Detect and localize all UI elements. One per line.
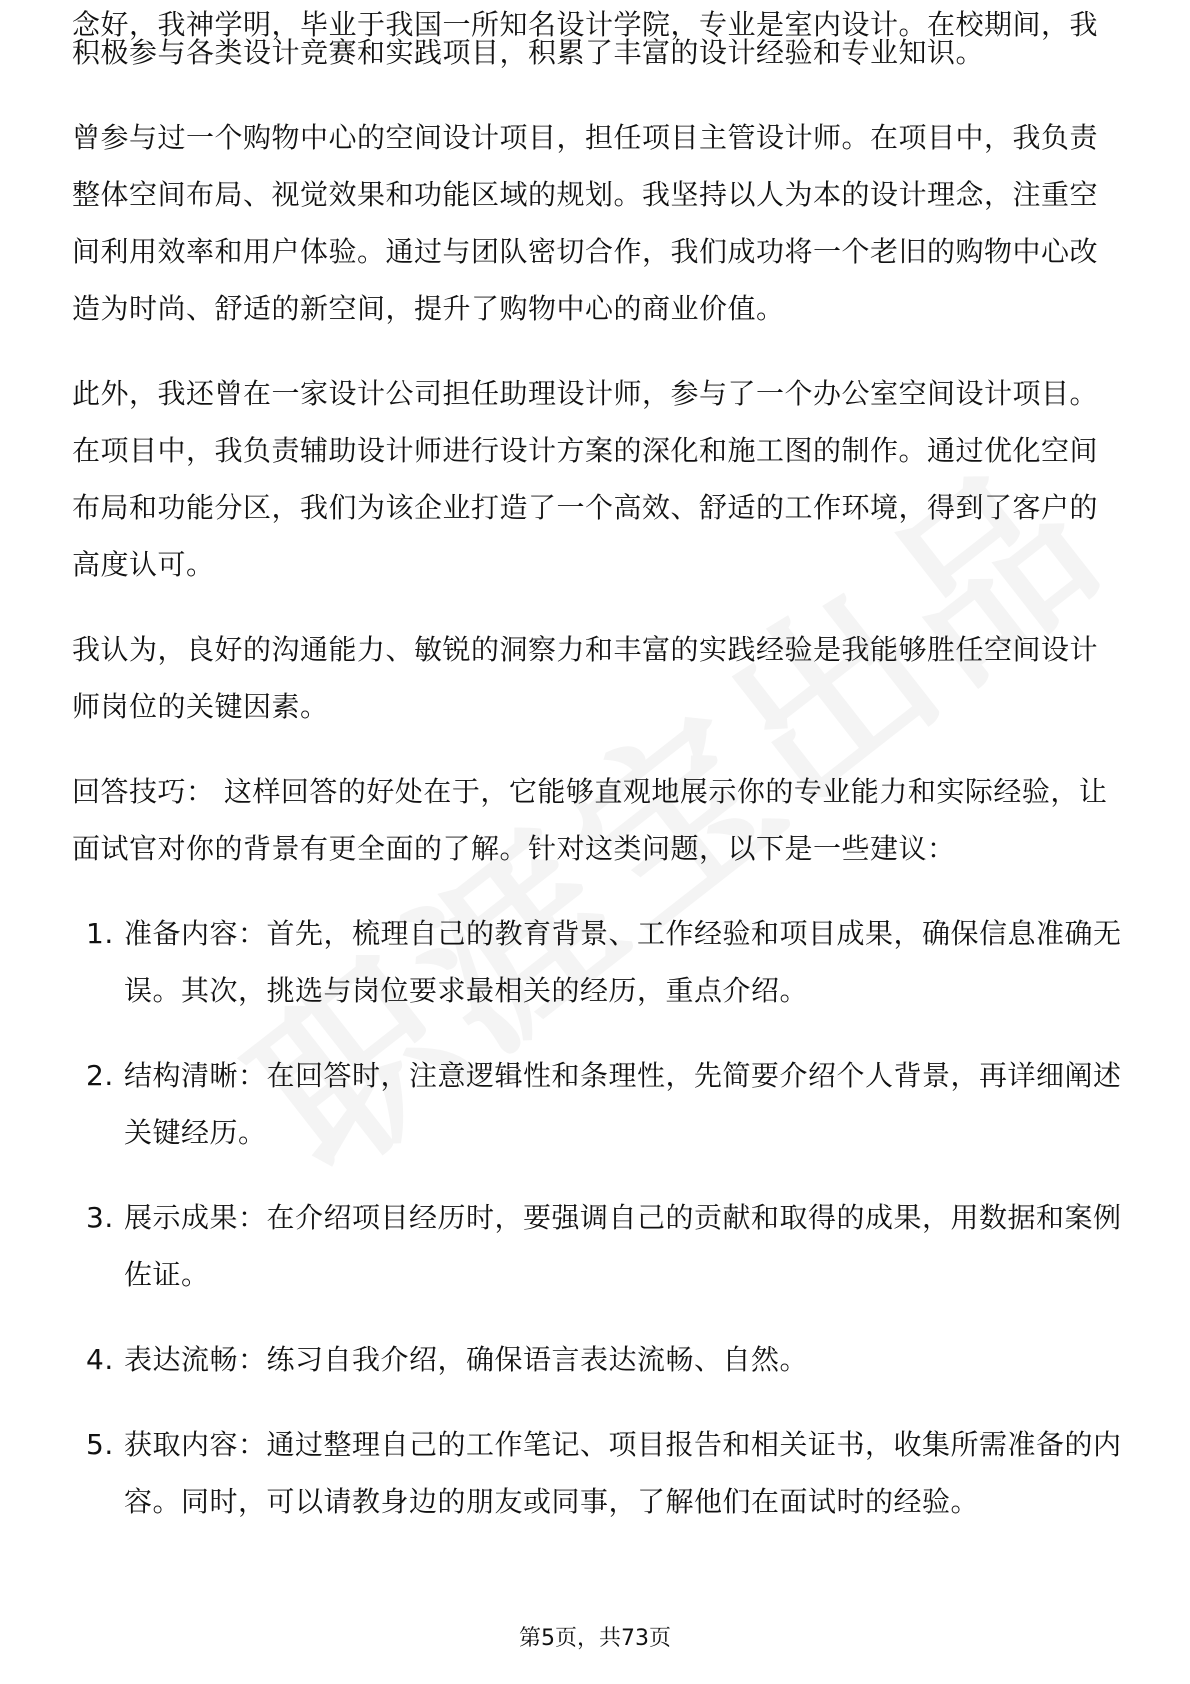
paragraph-text: 回答技巧： 这样回答的好处在于，它能够直观地展示你的专业能力和实际经验，让面试官对你的背景有更全面的了解。针对这类问题，以下是一些建议：: [72, 775, 1108, 865]
list-number: 1.: [86, 917, 114, 950]
list-item-text: 准备内容：首先，梳理自己的教育背景、工作经验和项目成果，确保信息准确无误。其次，挑选与岗位要求最相关的经历，重点介绍。: [124, 917, 1122, 1007]
paragraph-text: 我认为，良好的沟通能力、敏锐的洞察力和丰富的实践经验是我能够胜任空间设计师岗位的关键因素。: [72, 633, 1099, 723]
paragraph-intro: [72, 24, 1122, 81]
list-number: 4.: [86, 1343, 114, 1376]
document-body: [72, 8, 1122, 1558]
page-number-footer: 第5页，共73页: [519, 1626, 671, 1651]
list-item: [72, 1331, 1122, 1388]
list-item-text: 获取内容：通过整理自己的工作笔记、项目报告和相关证书，收集所需准备的内容。同时，可以请教身边的朋友或同事，了解他们在面试时的经验。: [124, 1428, 1122, 1518]
list-number: 3.: [86, 1201, 114, 1234]
paragraph-text: 此外，我还曾在一家设计公司担任助理设计师，参与了一个办公室空间设计项目。在项目中，我负责辅助设计师进行设计方案的深化和施工图的制作。通过优化空间布局和功能分区，我们为该企业打造了一个高效、舒适的工作环境，得到了客户的高度认可。: [72, 377, 1099, 581]
list-item-text: 表达流畅：练习自我介绍，确保语言表达流畅、自然。: [124, 1343, 809, 1376]
list-number: 5.: [86, 1428, 114, 1461]
paragraph-text: 曾参与过一个购物中心的空间设计项目，担任项目主管设计师。在项目中，我负责整体空间布局、视觉效果和功能区域的规划。我坚持以人为本的设计理念，注重空间利用效率和用户体验。通过与团队密切合作，我们成功将一个老旧的购物中心改造为时尚、舒适的新空间，提升了购物中心的商业价值。: [72, 121, 1099, 325]
paragraph-answer-tips: [72, 763, 1122, 877]
list-item: [72, 1047, 1122, 1161]
tips-list: [72, 905, 1122, 1530]
paragraph-text: 积极参与各类设计竞赛和实践项目，积累了丰富的设计经验和专业知识。: [72, 36, 985, 69]
list-item: [72, 905, 1122, 1019]
list-item-text: 结构清晰：在回答时，注意逻辑性和条理性，先简要介绍个人背景，再详细阐述关键经历。: [124, 1059, 1122, 1149]
list-item-text: 展示成果：在介绍项目经历时，要强调自己的贡献和取得的成果，用数据和案例佐证。: [124, 1201, 1122, 1291]
list-number: 2.: [86, 1059, 114, 1092]
paragraph-intro-cut: [72, 0, 1122, 41]
list-item: [72, 1189, 1122, 1303]
paragraph-shopping-center-project: [72, 109, 1122, 337]
list-item: [72, 1416, 1122, 1530]
paragraph-text: 念好，我神学明，毕业于我国一所知名设计学院，专业是室内设计。在校期间，我: [72, 8, 1099, 41]
paragraph-office-project: [72, 365, 1122, 593]
paragraph-key-factors: [72, 621, 1122, 735]
